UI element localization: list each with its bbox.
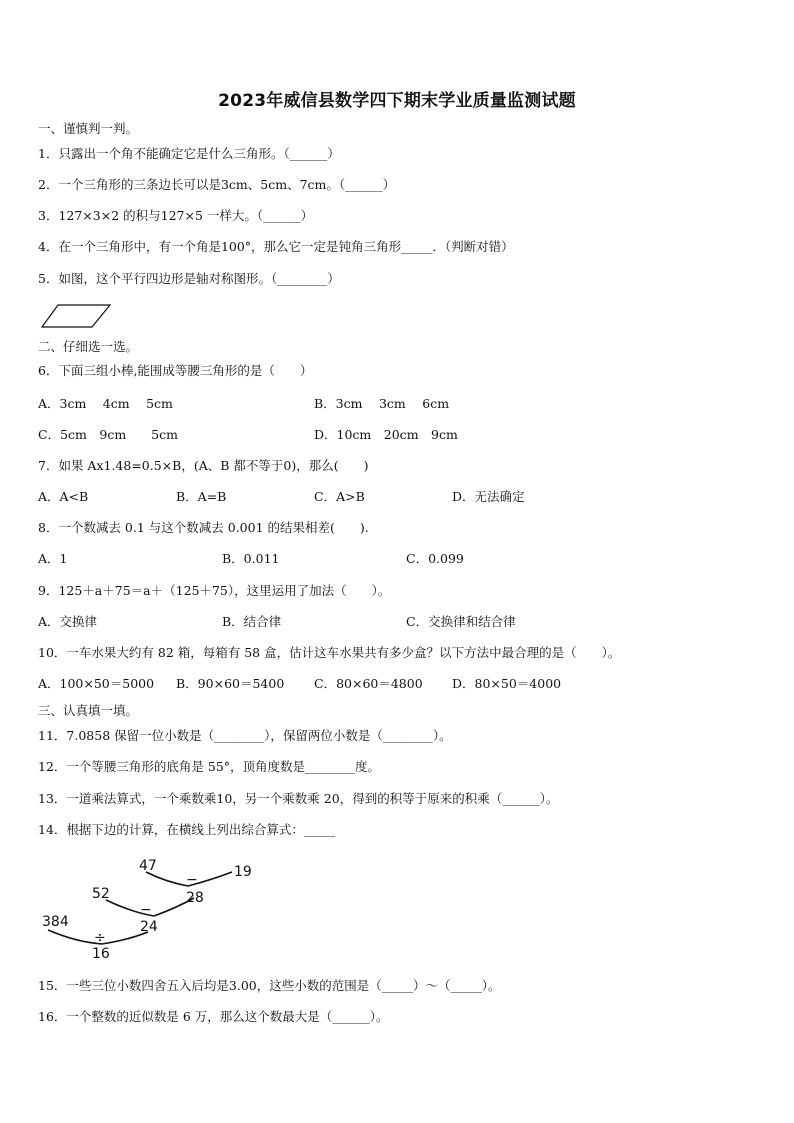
question-3: 3．127×3×2 的积与127×5 一样大。（______） xyxy=(38,208,314,223)
q6-option-a: A．3cm 4cm 5cm xyxy=(38,396,173,411)
q10-option-d: D．80×50＝4000 xyxy=(452,676,562,691)
question-11: 11．7.0858 保留一位小数是（________），保留两位小数是（________）。 xyxy=(38,728,452,743)
q6-option-d: D．10cm 20cm 9cm xyxy=(314,427,458,442)
q8-option-b: B．0.011 xyxy=(222,551,280,566)
q7-option-a: A．A<B xyxy=(38,489,89,504)
question-12: 12．一个等腰三角形的底角是 55°，顶角度数是________度。 xyxy=(38,759,381,774)
q7-option-c: C．A>B xyxy=(314,489,365,504)
tree-number-384: 384 xyxy=(42,914,69,930)
calculation-tree-figure xyxy=(36,850,276,965)
parallelogram-figure xyxy=(40,302,112,330)
q9-option-c: C．交换律和结合律 xyxy=(406,614,516,629)
tree-number-16: 16 xyxy=(92,946,110,962)
q7-option-b: B．A=B xyxy=(176,489,227,504)
question-1: 1．只露出一个角不能确定它是什么三角形。（______） xyxy=(38,146,340,161)
tree-number-24: 24 xyxy=(140,919,158,935)
q6-option-b: B．3cm 3cm 6cm xyxy=(314,396,450,411)
section-heading-3: 三、认真填一填。 xyxy=(38,703,139,718)
question-6: 6．下面三组小棒,能围成等腰三角形的是（ ） xyxy=(38,363,313,378)
q6-option-c: C．5cm 9cm 5cm xyxy=(38,427,178,442)
q8-option-c: C．0.099 xyxy=(406,551,464,566)
page-title: 2023年威信县数学四下期末学业质量监测试题 xyxy=(218,91,576,111)
tree-number-28: 28 xyxy=(186,890,204,906)
q7-option-d: D．无法确定 xyxy=(452,489,525,504)
tree-number-19: 19 xyxy=(234,864,252,880)
tree-number-52: 52 xyxy=(92,886,110,902)
section-heading-2: 二、仔细选一选。 xyxy=(38,339,139,354)
tree-operator-minus-1: − xyxy=(186,872,198,888)
question-8: 8．一个数减去 0.1 与这个数减去 0.001 的结果相差( ). xyxy=(38,520,369,535)
question-10: 10．一车水果大约有 82 箱，每箱有 58 盒，估计这车水果共有多少盒？以下方法中最合理的是（ ）。 xyxy=(38,645,621,660)
tree-operator-divide: ÷ xyxy=(94,930,106,946)
question-9: 9．125＋a＋75＝a＋（125＋75），这里运用了加法（ ）。 xyxy=(38,583,391,598)
q10-option-b: B．90×60＝5400 xyxy=(176,676,285,691)
q8-option-a: A．1 xyxy=(38,551,68,566)
question-4: 4．在一个三角形中，有一个角是100°，那么它一定是钝角三角形_____．（判断对错） xyxy=(38,239,514,254)
tree-number-47: 47 xyxy=(139,858,157,874)
question-14: 14．根据下边的计算，在横线上列出综合算式：_____ xyxy=(38,822,336,837)
q9-option-b: B．结合律 xyxy=(222,614,282,629)
question-16: 16．一个整数的近似数是 6 万，那么这个数最大是（______）。 xyxy=(38,1009,389,1024)
question-5: 5．如图，这个平行四边形是轴对称图形。（________） xyxy=(38,271,340,286)
q9-option-a: A．交换律 xyxy=(38,614,98,629)
question-7: 7．如果 Ax1.48=0.5×B，(A、B 都不等于0)，那么( ) xyxy=(38,458,369,473)
question-13: 13．一道乘法算式，一个乘数乘10，另一个乘数乘 20，得到的积等于原来的积乘（______）。 xyxy=(38,791,559,806)
section-heading-1: 一、谨慎判一判。 xyxy=(38,121,139,136)
q10-option-a: A．100×50＝5000 xyxy=(38,676,155,691)
question-2: 2．一个三角形的三条边长可以是3cm、5cm、7cm。（______） xyxy=(38,177,396,192)
q10-option-c: C．80×60＝4800 xyxy=(314,676,423,691)
tree-operator-minus-2: − xyxy=(140,902,152,918)
question-15: 15．一些三位小数四舍五入后均是3.00，这些小数的范围是（_____）～（_____）。 xyxy=(38,978,501,993)
